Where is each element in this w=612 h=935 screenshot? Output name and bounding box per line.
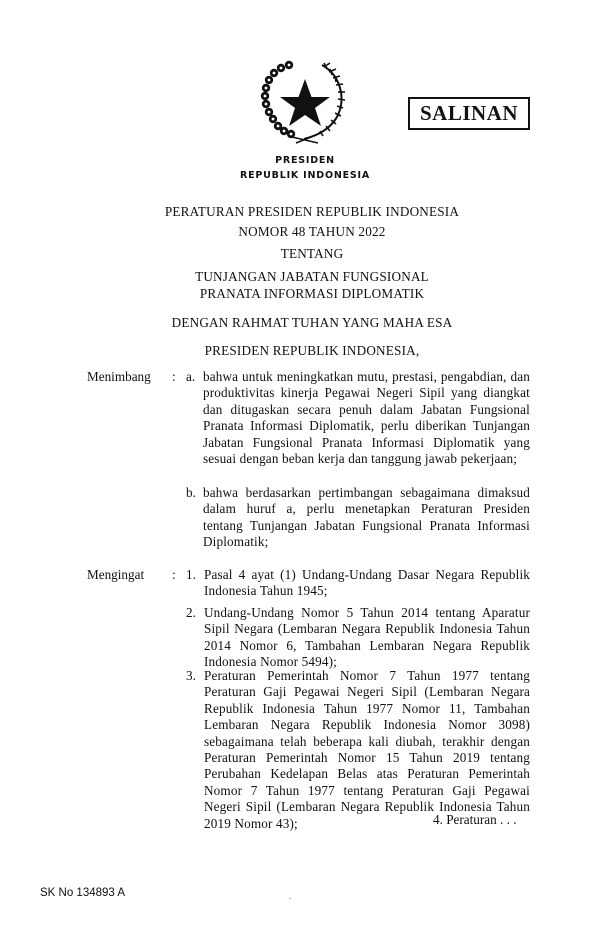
regulation-subject-line2: PRANATA INFORMASI DIPLOMATIK <box>199 286 425 301</box>
mengingat-colon: : <box>172 567 176 582</box>
mengingat-item-3: Peraturan Pemerintah Nomor 7 Tahun 1977 tentang Peraturan Gaji Pegawai Negeri Sipil (Lembaran Negara Republik Indonesia Tahun 1977 Nomor 11, Tambahan Lembaran Negara Republik Indonesia Nomor 3098) sebagaimana telah beberapa kali diubah, terakhir dengan Peraturan Pemerintah Nomor 15 Tahun 2019 tentang Perubahan Kedelapan Belas atas Peraturan Pemerintah Nomor 7 Tahun 1977 tentang Peraturan Gaji Pegawai Negeri Sipil (Lembaran Negara Republik Indonesia Tahun 2019 Nomor 43); <box>204 668 530 831</box>
office-line-president: PRESIDEN <box>275 155 335 166</box>
mengingat-item-1: Pasal 4 ayat (1) Undang-Undang Dasar Negara Republik Indonesia Tahun 1945; <box>204 567 530 599</box>
menimbang-colon: : <box>172 369 176 384</box>
continuation-marker: 4. Peraturan . . . <box>433 812 517 827</box>
menimbang-item-marker: a. <box>186 369 196 384</box>
mengingat-item-2: Undang-Undang Nomor 5 Tahun 2014 tentang Aparatur Sipil Negara (Lembaran Negara Republik Indonesia Tahun 2014 Nomor 6, Tambahan Lembaran Negara Republik Indonesia Nomor 5494); <box>204 605 530 670</box>
serial-number: SK No 134893 A <box>40 887 126 899</box>
garuda-star-emblem-icon <box>252 57 358 145</box>
menimbang-item-a: bahwa untuk meningkatkan mutu, prestasi, pengabdian, dan produktivitas kinerja Pegawai Negeri Sipil yang diangkat dan ditugaskan secara penuh dalam Jabatan Fungsional Pranata Informasi Diplomatik, perlu diberikan Tunjangan Jabatan Fungsional Pranata Informasi Diplomatik yang sesuai dengan beban kerja dan tanggung jawab pekerjaan; <box>203 369 530 467</box>
issuer: PRESIDEN REPUBLIK INDONESIA, <box>204 343 420 358</box>
scan-speck <box>289 898 291 899</box>
regulation-about: TENTANG <box>280 246 344 261</box>
menimbang-item-marker: b. <box>186 485 196 500</box>
salinan-stamp: SALINAN <box>408 97 530 130</box>
mengingat-label: Mengingat <box>87 567 145 582</box>
menimbang-label: Menimbang <box>87 369 151 384</box>
regulation-title: PERATURAN PRESIDEN REPUBLIK INDONESIA <box>164 204 460 219</box>
menimbang-item-b: bahwa berdasarkan pertimbangan sebagaimana dimaksud dalam huruf a, perlu menetapkan Peraturan Presiden tentang Tunjangan Jabatan Fungsional Pranata Informasi Diplomatik; <box>203 485 530 550</box>
office-line-republic: REPUBLIK INDONESIA <box>240 170 370 181</box>
regulation-subject-line1: TUNJANGAN JABATAN FUNGSIONAL <box>195 269 429 284</box>
mengingat-item-marker: 3. <box>186 668 196 683</box>
regulation-number: NOMOR 48 TAHUN 2022 <box>238 224 386 239</box>
invocation: DENGAN RAHMAT TUHAN YANG MAHA ESA <box>171 315 453 330</box>
mengingat-item-marker: 2. <box>186 605 196 620</box>
mengingat-item-marker: 1. <box>186 567 196 582</box>
